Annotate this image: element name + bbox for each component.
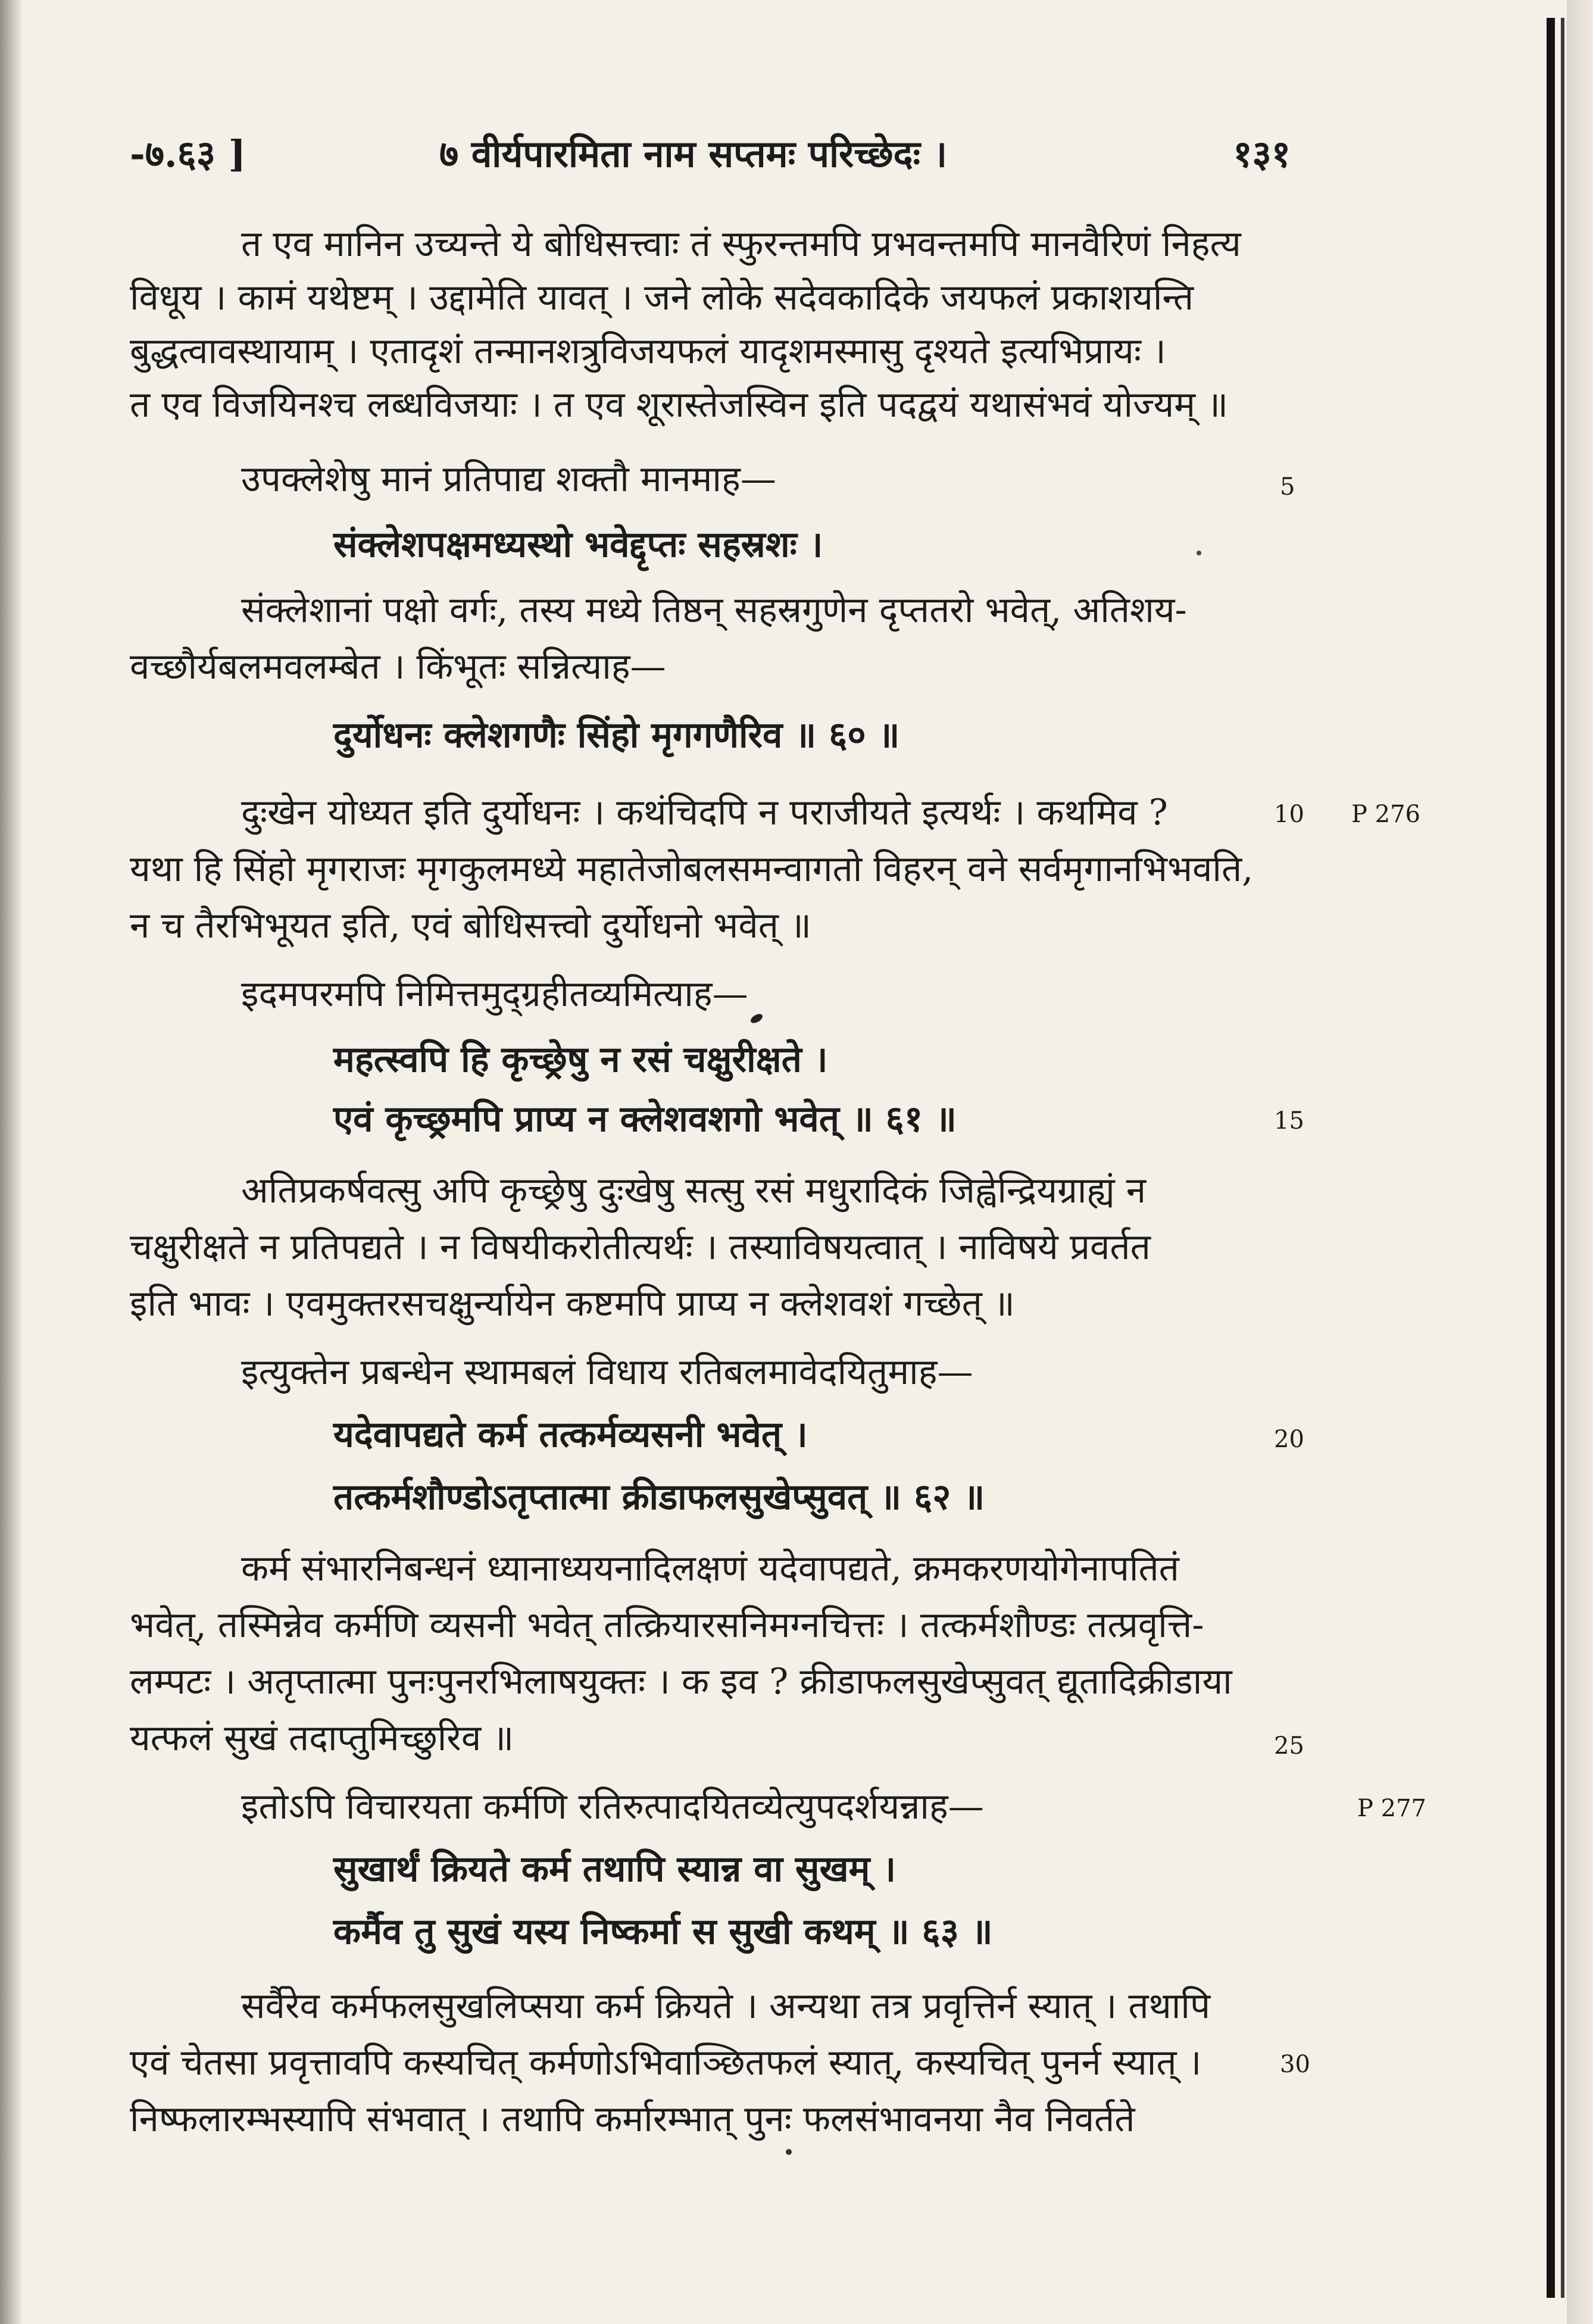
page-right-margin — [1567, 0, 1593, 2324]
text-line: न च तैरभिभूयत इति, एवं बोधिसत्त्वो दुर्योधनो भवेत् ॥ — [130, 905, 811, 947]
text-line: संक्लेशानां पक्षो वर्गः, तस्य मध्ये तिष्ठन् सहस्रगुणेन दृप्ततरो भवेत्, अतिशय- — [241, 589, 1187, 631]
text-line: कर्म संभारनिबन्धनं ध्यानाध्ययनादिलक्षणं यदेवापद्यते, क्रमकरणयोगेनापतितं — [241, 1548, 1179, 1589]
text-line: इतोऽपि विचारयता कर्मणि रतिरुत्पादयितव्येत्युपदर्शयन्नाह— — [241, 1786, 984, 1828]
verse-line: कर्मैव तु सुखं यस्य निष्कर्मा स सुखी कथम् ॥ ६३ ॥ — [333, 1911, 993, 1953]
text-line: भवेत्, तस्मिन्नेव कर्मणि व्यसनी भवेत् तत्क्रियारसनिमग्नचित्तः । तत्कर्मशौण्डः तत्प्रवृत्ति- — [130, 1604, 1204, 1646]
text-line: चक्षुरीक्षते न प्रतिपद्यते । न विषयीकरोतीत्यर्थः । तस्याविषयत्वात् । नाविषये प्रवर्तत — [130, 1226, 1151, 1268]
text-line: यत्फलं सुखं तदाप्तुमिच्छुरिव ॥ — [130, 1717, 514, 1759]
page-number: १३१ — [1233, 132, 1291, 176]
text-line: विधूय । कामं यथेष्टम् । उद्दामेति यावत् । जने लोके सदेवकादिके जयफलं प्रकाशयन्ति — [130, 277, 1194, 318]
ink-dot — [1197, 551, 1201, 555]
text-line: दुःखेन योध्यत इति दुर्योधनः । कथंचिदपि न पराजीयते इत्यर्थः । कथमिव ? — [241, 792, 1168, 833]
text-line: बुद्धत्वावस्थायाम् । एतादृशं तन्मानशत्रुविजयफलं यादृशमस्मासु दृश्यते इत्यभिप्रायः । — [130, 330, 1166, 372]
verse-line: तत्कर्मशौण्डोऽतृप्तात्मा क्रीडाफलसुखेप्सुवत् ॥ ६२ ॥ — [333, 1476, 985, 1518]
verse-line: एवं कृच्छ्रमपि प्राप्य न क्लेशवशगो भवेत् ॥ ६१ ॥ — [333, 1098, 957, 1140]
text-line: त एव विजयिनश्च लब्धविजयाः । त एव शूरास्तेजस्विन इति पदद्वयं यथासंभवं योज्यम् ॥ — [130, 384, 1229, 426]
page-left-edge — [0, 0, 23, 2324]
page-ref: P 277 — [1357, 1795, 1426, 1822]
verse-line: सुखार्थं क्रियते कर्म तथापि स्यान्न वा सुखम् । — [333, 1848, 897, 1890]
line-number: 15 — [1274, 1107, 1304, 1135]
text-line: लम्पटः । अतृप्तात्मा पुनःपुनरभिलाषयुक्तः । क इव ? क्रीडाफलसुखेप्सुवत् द्यूतादिक्रीडाया — [130, 1661, 1232, 1703]
text-line: यथा हि सिंहो मृगराजः मृगकुलमध्ये महातेजोबलसमन्वागतो विहरन् वने सर्वमृगानभिभवति, — [130, 848, 1254, 890]
section-reference: -७.६३ ] — [130, 132, 246, 176]
verse-line: महत्स्वपि हि कृच्छ्रेषु न रसं चक्षुरीक्षते । — [333, 1039, 828, 1080]
text-line: निष्फलारम्भस्यापि संभवात् । तथापि कर्मारम्भात् पुनः फलसंभावनया नैव निवर्तते — [130, 2098, 1135, 2140]
line-number: 5 — [1280, 473, 1295, 501]
text-line: वच्छौर्यबलमवलम्बेत । किंभूतः सन्नित्याह— — [130, 646, 666, 688]
running-header — [130, 122, 1291, 176]
ink-dot — [786, 2149, 792, 2155]
line-number: 25 — [1274, 1732, 1304, 1760]
page-binding-line — [1547, 18, 1555, 2298]
line-number: 20 — [1274, 1426, 1304, 1453]
text-line: एवं चेतसा प्रवृत्तावपि कस्यचित् कर्मणोऽभिवाञ्छितफलं स्यात्, कस्यचित् पुनर्न स्यात् । — [130, 2042, 1202, 2084]
line-number: 30 — [1280, 2051, 1310, 2078]
text-line: इति भावः । एवमुक्तरसचक्षुर्न्यायेन कष्टमपि प्राप्य न क्लेशवशं गच्छेत् ॥ — [130, 1283, 1015, 1325]
chapter-title: ७ वीर्यपारमिता नाम सप्तमः परिच्छेदः । — [439, 132, 948, 176]
text-line: अतिप्रकर्षवत्सु अपि कृच्छ्रेषु दुःखेषु सत्सु रसं मधुरादिकं जिह्वेन्द्रियग्राह्यं न — [241, 1170, 1147, 1211]
verse-line: संक्लेशपक्षमध्यस्थो भवेद्दृप्तः सहस्रशः । — [333, 524, 823, 566]
text-line: सर्वैरेव कर्मफलसुखलिप्सया कर्म क्रियते । अन्यथा तत्र प्रवृत्तिर्न स्यात् । तथापि — [241, 1985, 1211, 2027]
page-ref: P 276 — [1351, 801, 1420, 828]
text-line: त एव मानिन उच्यन्ते ये बोधिसत्त्वाः तं स्फुरन्तमपि प्रभवन्तमपि मानवैरिणं निहत्य — [241, 223, 1241, 265]
text-line: इत्युक्तेन प्रबन्धेन स्थामबलं विधाय रतिबलमावेदयितुमाह— — [241, 1351, 973, 1393]
text-line: उपक्लेशेषु मानं प्रतिपाद्य शक्तौ मानमाह— — [241, 458, 776, 500]
verse-line: यदेवापद्यते कर्म तत्कर्मव्यसनी भवेत् । — [333, 1414, 808, 1455]
verse-line: दुर्योधनः क्लेशगणैः सिंहो मृगगणैरिव ॥ ६० ॥ — [333, 714, 900, 756]
text-line: इदमपरमपि निमित्तमुद्ग्रहीतव्यमित्याह— — [241, 973, 748, 1015]
line-number: 10 — [1274, 801, 1304, 828]
page-binding-line-thin — [1561, 18, 1564, 2298]
